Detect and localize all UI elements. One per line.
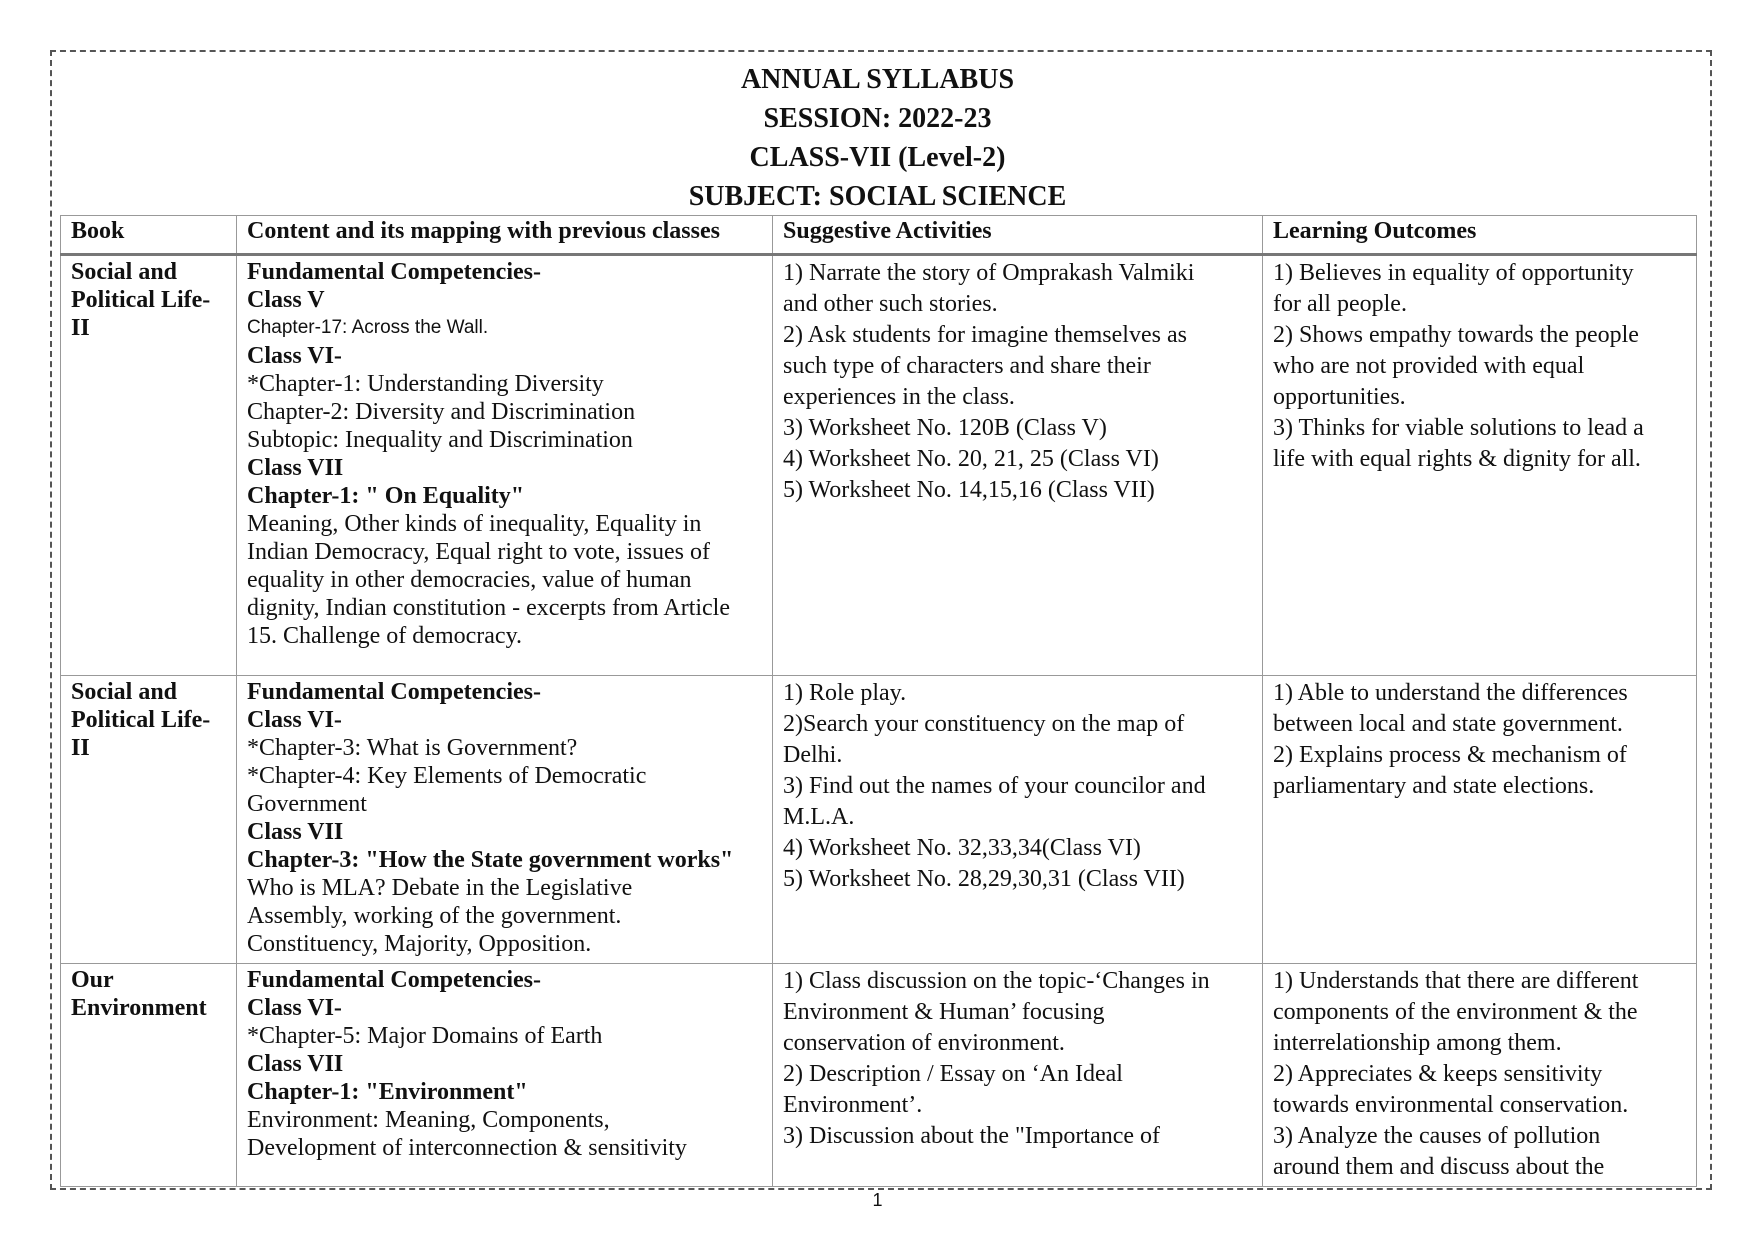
outcomes-line: 2) Shows empathy towards the people (1273, 322, 1639, 348)
content-line: Meaning, Other kinds of inequality, Equality in (247, 511, 702, 537)
book-cell (61, 964, 237, 1187)
table-row (61, 676, 1697, 964)
syllabus-table (60, 215, 1697, 1187)
book-line: Social and (71, 259, 178, 285)
activities-line: 1) Role play. (783, 680, 907, 706)
activities-line: 1) Class discussion on the topic-‘Changes in (783, 968, 1210, 994)
outcomes-line: around them and discuss about the (1273, 1154, 1605, 1180)
content-line: Class VII (247, 1051, 344, 1077)
content-line: Chapter-2: Diversity and Discrimination (247, 399, 636, 425)
outcomes-line: interrelationship among them. (1273, 1030, 1562, 1056)
activities-line: experiences in the class. (783, 384, 1015, 410)
book-line: II (71, 315, 90, 341)
activities-line: 1) Narrate the story of Omprakash Valmiki (783, 260, 1195, 286)
content-line: Chapter-3: "How the State government works" (247, 847, 734, 873)
activities-line: Environment & Human’ focusing (783, 999, 1105, 1025)
table-row (61, 964, 1697, 1187)
activities-cell (773, 255, 1263, 676)
content-line: Fundamental Competencies- (247, 259, 541, 285)
content-line: *Chapter-1: Understanding Diversity (247, 371, 604, 397)
outcomes-cell (1263, 676, 1697, 964)
book-line: Political Life- (71, 707, 211, 733)
activities-line: 5) Worksheet No. 28,29,30,31 (Class VII) (783, 866, 1185, 892)
content-line: Development of interconnection & sensitivity (247, 1135, 687, 1161)
book-line: II (71, 735, 90, 761)
title-annual-syllabus: ANNUAL SYLLABUS (740, 64, 1015, 95)
activities-line: Environment’. (783, 1092, 923, 1118)
content-line: *Chapter-5: Major Domains of Earth (247, 1023, 603, 1049)
activities-line: M.L.A. (783, 804, 855, 830)
document-header (0, 60, 1755, 216)
content-line: Constituency, Majority, Opposition. (247, 931, 592, 957)
content-line: Assembly, working of the government. (247, 903, 622, 929)
activities-line: and other such stories. (783, 291, 998, 317)
activities-line: such type of characters and share their (783, 353, 1151, 379)
content-line: Fundamental Competencies- (247, 679, 541, 705)
content-line: Indian Democracy, Equal right to vote, issues of (247, 539, 710, 565)
outcomes-line: between local and state government. (1273, 711, 1623, 737)
book-line: Social and (71, 679, 178, 705)
title-subject: SUBJECT: SOCIAL SCIENCE (688, 181, 1067, 212)
activities-line: 2)Search your constituency on the map of (783, 711, 1185, 737)
content-line: Chapter-1: " On Equality" (247, 483, 525, 509)
content-line: Class VI- (247, 343, 342, 369)
content-line: Class VII (247, 455, 344, 481)
activities-line: conservation of environment. (783, 1030, 1065, 1056)
outcomes-line: towards environmental conservation. (1273, 1092, 1629, 1118)
activities-line: Delhi. (783, 742, 843, 768)
activities-line: 2) Description / Essay on ‘An Ideal (783, 1061, 1123, 1087)
column-header-content: Content and its mapping with previous classes (237, 216, 773, 255)
outcomes-line: for all people. (1273, 291, 1407, 317)
outcomes-line: 3) Thinks for viable solutions to lead a (1273, 415, 1644, 441)
outcomes-line: who are not provided with equal (1273, 353, 1585, 379)
outcomes-line: parliamentary and state elections. (1273, 773, 1595, 799)
outcomes-cell (1263, 255, 1697, 676)
activities-line: 4) Worksheet No. 20, 21, 25 (Class VI) (783, 446, 1159, 472)
content-line: 15. Challenge of democracy. (247, 623, 523, 649)
content-line: Chapter-17: Across the Wall. (247, 317, 489, 338)
content-line: Class V (247, 287, 325, 313)
book-line: Political Life- (71, 287, 211, 313)
book-cell (61, 255, 237, 676)
content-line: Class VI- (247, 707, 342, 733)
content-cell (237, 255, 773, 676)
book-line: Environment (71, 995, 207, 1021)
content-line: Chapter-1: "Environment" (247, 1079, 528, 1105)
content-line: *Chapter-3: What is Government? (247, 735, 578, 761)
outcomes-line: 2) Appreciates & keeps sensitivity (1273, 1061, 1603, 1087)
outcomes-cell (1263, 964, 1697, 1187)
outcomes-line: 2) Explains process & mechanism of (1273, 742, 1627, 768)
activities-cell (773, 676, 1263, 964)
content-line: equality in other democracies, value of human (247, 567, 692, 593)
column-header-activities: Suggestive Activities (773, 216, 1263, 255)
title-class: CLASS-VII (Level-2) (749, 142, 1006, 173)
activities-line: 5) Worksheet No. 14,15,16 (Class VII) (783, 477, 1155, 503)
outcomes-line: 1) Able to understand the differences (1273, 680, 1628, 706)
activities-line: 3) Find out the names of your councilor and (783, 773, 1206, 799)
activities-cell (773, 964, 1263, 1187)
activities-line: 4) Worksheet No. 32,33,34(Class VI) (783, 835, 1141, 861)
content-line: Class VII (247, 819, 344, 845)
activities-line: 2) Ask students for imagine themselves as (783, 322, 1187, 348)
content-line: *Chapter-4: Key Elements of Democratic (247, 763, 647, 789)
outcomes-line: 1) Understands that there are different (1273, 968, 1639, 994)
table-header-row (61, 216, 1697, 255)
content-line: dignity, Indian constitution - excerpts from Article (247, 595, 730, 621)
content-line: Government (247, 791, 367, 817)
outcomes-line: life with equal rights & dignity for all. (1273, 446, 1641, 472)
outcomes-line: components of the environment & the (1273, 999, 1638, 1025)
title-session: SESSION: 2022-23 (763, 103, 992, 134)
content-cell (237, 964, 773, 1187)
outcomes-line: opportunities. (1273, 384, 1406, 410)
column-header-book: Book (61, 216, 237, 255)
content-line: Class VI- (247, 995, 342, 1021)
table-row (61, 255, 1697, 676)
content-line: Subtopic: Inequality and Discrimination (247, 427, 633, 453)
column-header-outcomes: Learning Outcomes (1263, 216, 1697, 255)
content-line: Environment: Meaning, Components, (247, 1107, 610, 1133)
book-line: Our (71, 967, 114, 993)
activities-line: 3) Worksheet No. 120B (Class V) (783, 415, 1107, 441)
content-line: Who is MLA? Debate in the Legislative (247, 875, 633, 901)
content-line: Fundamental Competencies- (247, 967, 541, 993)
content-cell (237, 676, 773, 964)
book-cell (61, 676, 237, 964)
outcomes-line: 1) Believes in equality of opportunity (1273, 260, 1634, 286)
page-number: 1 (872, 1190, 883, 1210)
outcomes-line: 3) Analyze the causes of pollution (1273, 1123, 1601, 1149)
activities-line: 3) Discussion about the "Importance of (783, 1123, 1161, 1149)
